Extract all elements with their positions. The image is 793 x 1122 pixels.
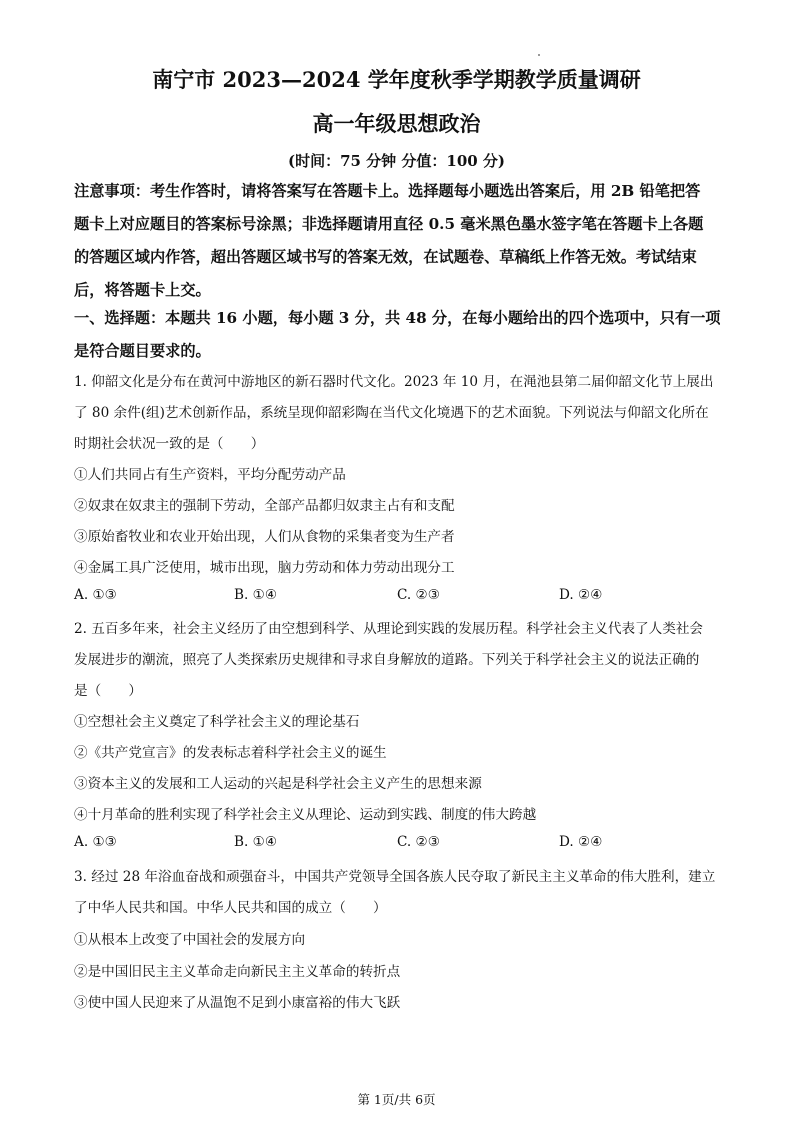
q3-item: ③使中国人民迎来了从温饱不足到小康富裕的伟大飞跃 [74, 995, 401, 1011]
section-heading: 是符合题目要求的。 [74, 342, 211, 360]
exam-subject: 高一年级思想政治 [312, 111, 481, 136]
notice-line: 后，将答题卡上交。 [74, 281, 211, 299]
q1-stem: 了 80 余件(组)艺术创新作品，系统呈现仰韶彩陶在当代文化境遇下的艺术面貌。下列说法与仰韶文化所在 [74, 405, 709, 421]
q1-stem: 1. 仰韶文化是分布在黄河中游地区的新石器时代文化。2023 年 10 月，在渑池县第二届仰韶文化节上展出 [74, 374, 714, 390]
q1-stem: 时期社会状况一致的是（ ） [74, 436, 265, 452]
q1-item: ②奴隶在奴隶主的强制下劳动，全部产品都归奴隶主占有和支配 [74, 498, 455, 514]
q2-item: ①空想社会主义奠定了科学社会主义的理论基石 [74, 714, 360, 730]
q1-item: ①人们共同占有生产资料，平均分配劳动产品 [74, 467, 346, 483]
q1-option-c: C. ②③ [397, 587, 440, 603]
exam-title: 南宁市 2023—2024 学年度秋季学期教学质量调研 [152, 67, 641, 92]
q2-option-c: C. ②③ [397, 834, 440, 850]
q1-option-d: D. ②④ [559, 587, 603, 603]
q1-option-a: A. ①③ [74, 587, 117, 603]
q2-stem: 是（ ） [74, 683, 142, 699]
q2-stem: 发展进步的潮流，照亮了人类探索历史规律和寻求自身解放的道路。下列关于科学社会主义的说法正确的 [74, 652, 700, 668]
q3-stem: 3. 经过 28 年浴血奋战和顽强奋斗，中国共产党领导全国各族人民夺取了新民主主义革命的伟大胜利，建立 [74, 869, 716, 885]
q2-item: ③资本主义的发展和工人运动的兴起是科学社会主义产生的思想来源 [74, 776, 482, 792]
page-number: 第 1页/共 6页 [357, 1092, 436, 1107]
q1-option-b: B. ①④ [234, 587, 278, 603]
q3-stem: 了中华人民共和国。中华人民共和国的成立（ ） [74, 900, 387, 916]
notice-line: 注意事项：考生作答时，请将答案写在答题卡上。选择题每小题选出答案后，用 2B 铅笔把答 [74, 182, 701, 200]
time-and-score: (时间：75 分钟 分值：100 分) [287, 152, 506, 170]
q3-item: ①从根本上改变了中国社会的发展方向 [74, 932, 306, 948]
q1-item: ④金属工具广泛使用，城市出现，脑力劳动和体力劳动出现分工 [74, 560, 455, 576]
q2-item: ②《共产党宣言》的发表标志着科学社会主义的诞生 [74, 745, 387, 761]
notice-line: 的答题区域内作答，超出答题区域书写的答案无效，在试题卷、草稿纸上作答无效。考试结束 [74, 248, 697, 266]
notice-line: 题卡上对应题目的答案标号涂黑；非选择题请用直径 0.5 毫米黑色墨水签字笔在答题卡上各题 [74, 215, 704, 233]
q2-option-b: B. ①④ [234, 834, 278, 850]
q1-item: ③原始畜牧业和农业开始出现，人们从食物的采集者变为生产者 [74, 529, 455, 545]
section-heading: 一、选择题：本题共 16 小题，每小题 3 分，共 48 分，在每小题给出的四个选项中，只有一项 [74, 309, 721, 327]
q2-option-a: A. ①③ [74, 834, 117, 850]
q2-stem: 2. 五百多年来，社会主义经历了由空想到科学、从理论到实践的发展历程。科学社会主义代表了人类社会 [74, 621, 704, 637]
q2-item: ④十月革命的胜利实现了科学社会主义从理论、运动到实践、制度的伟大跨越 [74, 807, 537, 823]
scan-speck [538, 54, 540, 56]
q2-option-d: D. ②④ [559, 834, 603, 850]
q3-item: ②是中国旧民主主义革命走向新民主主义革命的转折点 [74, 964, 401, 980]
